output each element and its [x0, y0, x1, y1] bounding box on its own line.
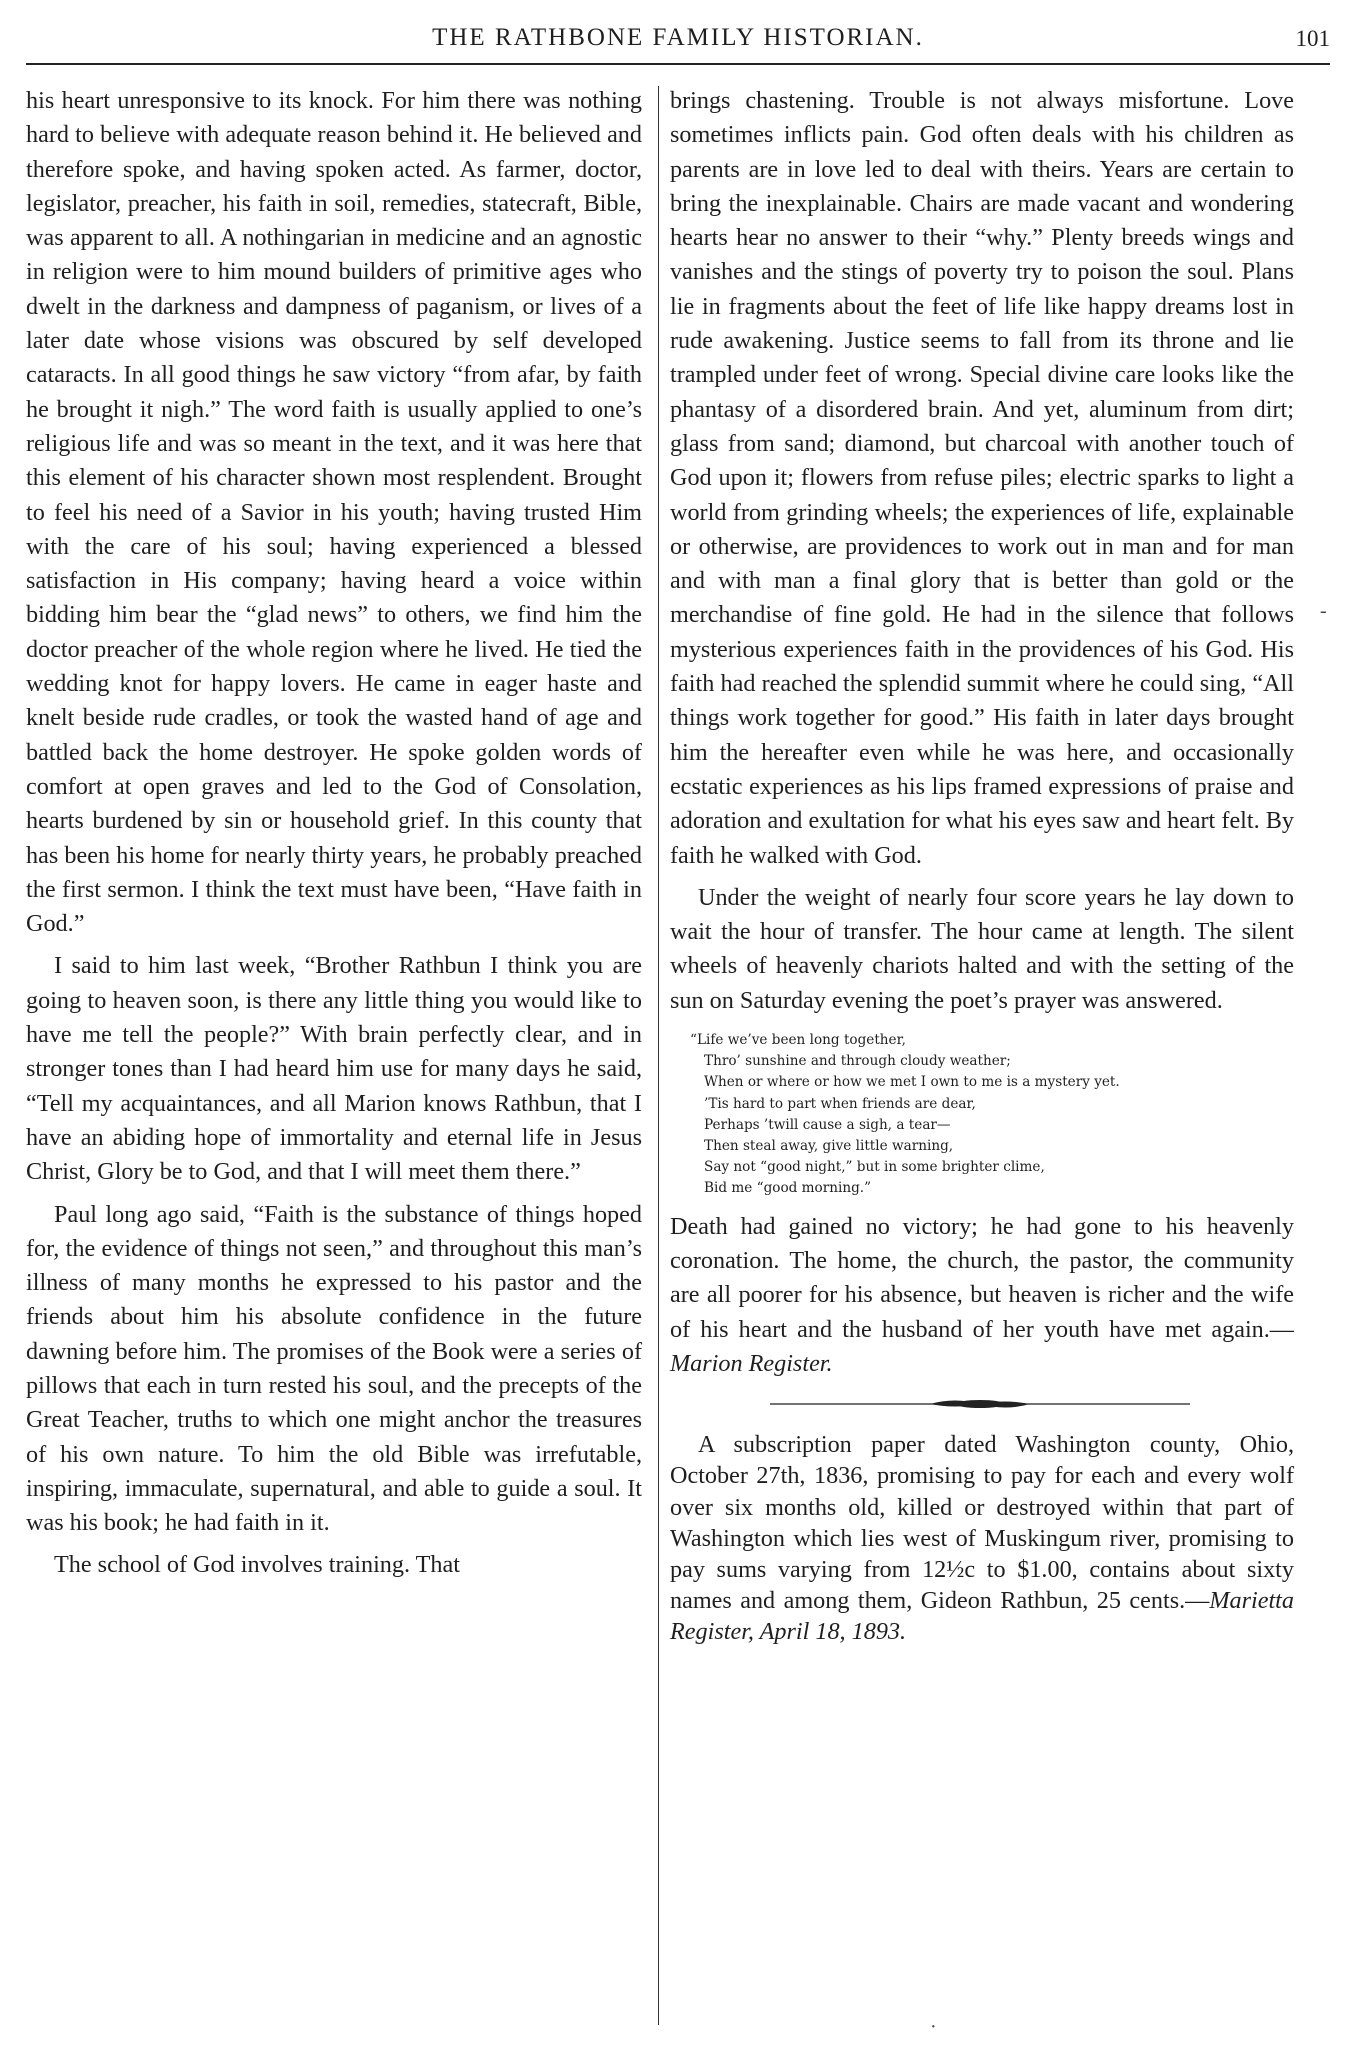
poem-line: When or where or how we met I own to me is a mystery yet. — [704, 1074, 1120, 1091]
poem-line: Say not “good night,” but in some brighter clime, — [704, 1159, 1045, 1176]
paragraph-text: Death had gained no victory; he had gone to his heavenly coronation. The home, the church, the pastor, the community are all poorer for his absence, but heaven is richer and the wife of his heart and the husband of her youth have met again.— — [670, 1212, 1294, 1343]
poem-line: Then steal away, give little warning, — [704, 1138, 954, 1155]
margin-mark: - — [1320, 600, 1327, 622]
paragraph: I said to him last week, “Brother Rathbun I think you are going to heaven soon, is there any little thing you would like to have me tell the people?” With brain perfectly clear, and in stronger tones than I had heard him use for many days he said, “Tell my acquaintances, and all Marion knows Rathbun, that I have an abiding hope of immortality and eternal life in Jesus Christ, Glory be to God, and that I will meet them there.” — [26, 952, 642, 1186]
section-divider-ornament — [670, 1393, 1294, 1415]
paragraph: Under the weight of nearly four score years he lay down to wait the hour of transfer. The hour came at length. The silent wheels of heavenly chariots halted and with the setting of the sun on Saturday evening the poet’s prayer was answered. — [670, 883, 1294, 1014]
poem-line: ’Tis hard to part when friends are dear, — [704, 1095, 976, 1112]
header-rule — [26, 63, 1330, 65]
page-header — [26, 18, 1330, 62]
left-column — [26, 84, 642, 1583]
publication-title: THE RATHBONE FAMILY HISTORIAN. — [432, 24, 924, 51]
poem-line: Perhaps ’twill cause a sigh, a tear— — [704, 1116, 951, 1133]
paragraph — [670, 1429, 1294, 1647]
poem-line: Thro’ sunshine and through cloudy weather; — [704, 1053, 1011, 1070]
source-citation: Marietta Register, April 18, 1893. — [670, 1587, 1294, 1646]
page-number: 101 — [1295, 26, 1330, 51]
paragraph: Paul long ago said, “Faith is the substance of things hoped for, the evidence of things not seen,” and throughout this man’s illness of many months he expressed to his pastor and the friends about him his absolute confidence in the future dawning before him. The promises of the Book were a series of pillows that each in turn rested his soul, and the precepts of the Great Teacher, truths to which one might anchor the treasures of his own nature. To him the old Bible was irrefutable, inspiring, immaculate, supernatural, and able to guide a soul. It was his book; he had faith in it. — [26, 1200, 642, 1537]
paragraph — [670, 1210, 1294, 1381]
paragraph: brings chastening. Trouble is not always misfortune. Love sometimes inflicts pain. God often deals with his children as parents are in love led to deal with theirs. Years are certain to bring the inexplainable. Chairs are made vacant and wondering hearts hear no answer to their “why.” Plenty breeds wings and vanishes and the stings of poverty try to poison the soul. Plans lie in fragments about the feet of life like happy dreams lost in rude awakening. Justice seems to fall from its throne and lie trampled under feet of wrong. Special divine care looks like the phantasy of a disordered brain. And yet, aluminum from dirt; glass from sand; diamond, but charcoal with another touch of God upon it; flowers from refuse piles; electric sparks to light a world from grinding wheels; the experiences of life, explainable or otherwise, are providences to work out in man and for man and with man a final glory that is better than gold or the merchandise of fine gold. He had in the silence that follows mysterious experiences faith in the providences of his God. His faith had reached the splendid summit where he could sing, “All things work together for good.” His faith in later days brought him the hereafter even while he was here, and occasionally ecstatic experiences as his lips framed expressions of praise and adoration and exultation for what his eyes saw and heart felt. By faith he walked with God. — [670, 87, 1294, 869]
paragraph: The school of God involves training. That — [54, 1551, 460, 1579]
paragraph: his heart unresponsive to its knock. For him there was nothing hard to believe with adequate reason behind it. He believed and therefore spoke, and having spoken acted. As farmer, doctor, legislator, preacher, his faith in soil, remedies, statecraft, Bible, was apparent to all. A nothingarian in medicine and an agnostic in religion were to him mound builders of primitive ages who dwelt in the darkness and dampness of paganism, or lives of a later date whose visions was obscured by self developed cataracts. In all good things he saw victory “from afar, by faith he brought it nigh.” The word faith is usually applied to one’s religious life and was so meant in the text, and it was here that this element of his character shown most resplendent. Brought to feel his need of a Savior in his youth; having trusted Him with the care of his soul; having experienced a blessed satisfaction in His company; having heard a voice within bidding him bear the “glad news” to others, we find him the doctor preacher of the whole region where he lived. He tied the wedding knot for happy lovers. He came in eager haste and knelt beside rude cradles, or took the wasted hand of age and battled back the home destroyer. He spoke golden words of comfort at open graves and led to the God of Consolation, hearts burdened by sin or household grief. In this county that has been his home for nearly thirty years, he probably preached the first sermon. I think the text must have been, “Have faith in God.” — [26, 87, 642, 938]
margin-mark: · — [930, 2016, 937, 2038]
ornament-icon — [770, 1395, 1190, 1413]
column-divider — [658, 86, 659, 2025]
poem-line: “Life we’ve been long together, — [690, 1032, 906, 1049]
poem-quote — [690, 1030, 1294, 1200]
poem-line: Bid me “good morning.” — [704, 1180, 872, 1197]
source-citation: Marion Register. — [670, 1349, 833, 1377]
paragraph-text: A subscription paper dated Washington county, Ohio, October 27th, 1836, promising to pay for each and every wolf over six months old, killed or destroyed within that part of Washington which lies west of Muskingum river, promising to pay sums varying from 12½c to $1.00, contains about sixty names and among them, Gideon Rathbun, 25 cents.— — [670, 1431, 1294, 1615]
right-column — [670, 84, 1294, 1648]
